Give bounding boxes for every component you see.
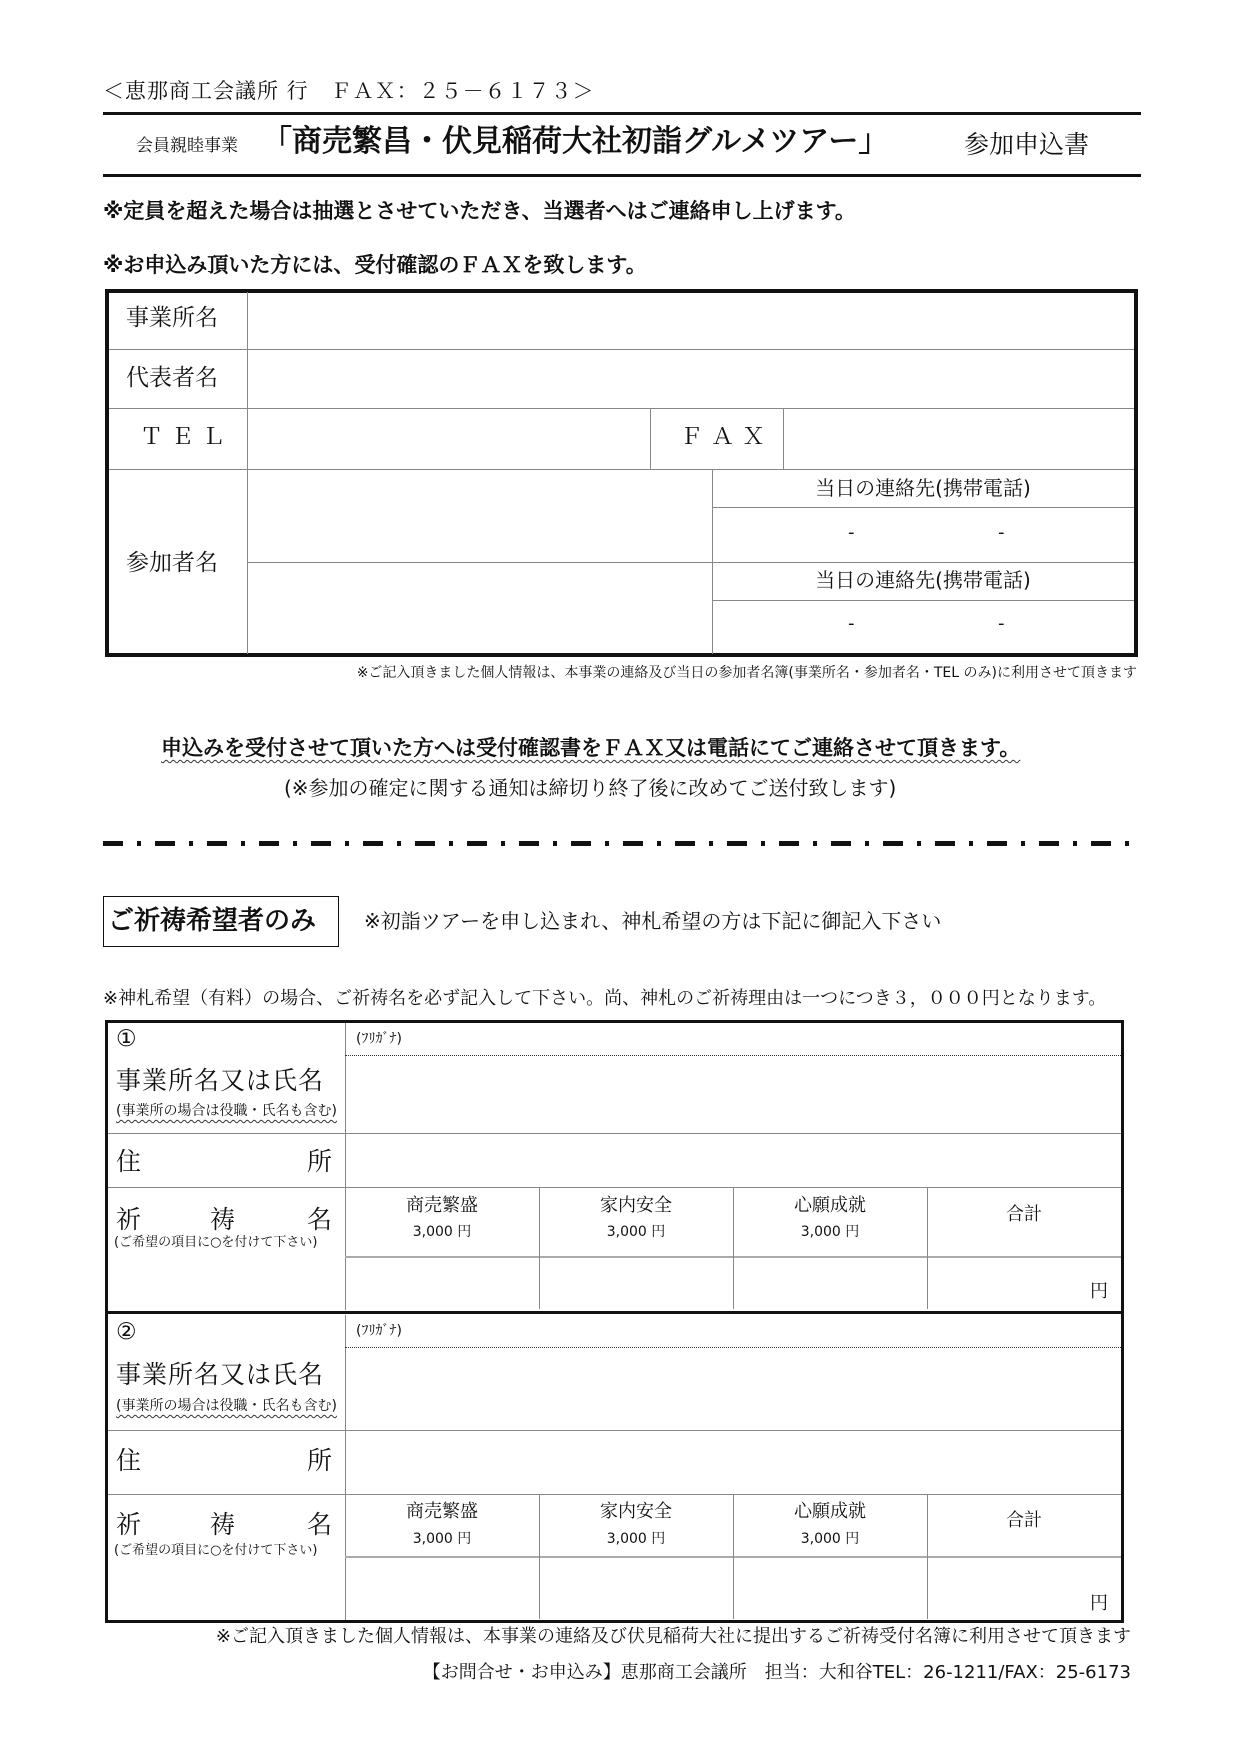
divider	[108, 1494, 1121, 1495]
option-checkbox[interactable]	[540, 1258, 733, 1309]
prayer-label: 祈	[116, 1205, 142, 1234]
phone-separator: -	[848, 522, 855, 543]
prayer-hint: (ご希望の項目に○を付けて下さい)	[114, 1543, 318, 1558]
option-checkbox[interactable]	[734, 1258, 927, 1309]
furigana-field[interactable]	[346, 1315, 1121, 1347]
business-name-field[interactable]	[248, 293, 1134, 349]
prayer-label: 祈	[116, 1510, 142, 1539]
phone-separator: -	[998, 522, 1005, 543]
title-prefix: 会員親睦事業	[136, 136, 238, 156]
label-fax: ＦＡＸ	[680, 424, 773, 450]
name-label: 事業所名又は氏名	[116, 1066, 325, 1095]
label-tel: ＴＥＬ	[140, 424, 233, 450]
total-label: 合計	[1006, 1204, 1042, 1225]
option-price: 3,000 円	[412, 1224, 472, 1240]
contact-label-2: 当日の連絡先(携帯電話)	[815, 568, 1031, 592]
prayer-label: 祷	[210, 1205, 236, 1234]
header-rule-top	[103, 112, 1141, 115]
contact-1-field[interactable]	[713, 508, 1134, 562]
name-hint: (事業所の場合は役職・氏名も含む)	[116, 1103, 337, 1119]
address-field[interactable]	[346, 1431, 1121, 1494]
option-checkbox[interactable]	[734, 1558, 927, 1619]
furigana-label: (ﾌﾘｶﾞﾅ)	[356, 1031, 402, 1047]
divider	[650, 408, 651, 469]
phone-separator: -	[998, 613, 1005, 634]
fax-destination: ＜恵那商工会議所 行 ＦＡＸ：２５－６１７３＞	[103, 79, 595, 103]
option-checkbox[interactable]	[346, 1258, 539, 1309]
name-field[interactable]	[346, 1348, 1121, 1430]
address-label: 所	[307, 1446, 333, 1475]
prayer-section-label-box	[103, 896, 339, 947]
prayer-label: 名	[307, 1510, 333, 1539]
option-checkbox[interactable]	[346, 1558, 539, 1619]
footer-contact: 【お問合せ・お申込み】恵那商工会議所 担当：大和谷TEL：26-1211/FAX：25-6173	[422, 1662, 1131, 1683]
option-price: 3,000 円	[606, 1224, 666, 1240]
title-suffix: 参加申込書	[964, 130, 1090, 159]
prayer-label: 名	[307, 1205, 333, 1234]
entry-number: ①	[116, 1026, 137, 1052]
option-name: 商売繁盛	[406, 1501, 478, 1522]
option-price: 3,000 円	[412, 1531, 472, 1547]
phone-separator: -	[848, 613, 855, 634]
label-business-name: 事業所名	[126, 305, 218, 331]
privacy-note: ※ご記入頂きました個人情報は、本事業の連絡及び当日の参加者名簿(事業所名・参加者名・TEL のみ)に利用させて頂きます	[356, 665, 1137, 681]
fax-field[interactable]	[784, 409, 1134, 469]
name-field[interactable]	[346, 1056, 1121, 1133]
prayer-fee-note: ※神札希望（有料）の場合、ご祈祷名を必ず記入して下さい。尚、神札のご祈祷理由は一つにつき３，０００円となります。	[103, 988, 1107, 1009]
address-label: 住	[116, 1147, 142, 1176]
header-rule-bottom	[103, 174, 1141, 177]
address-label: 所	[307, 1147, 333, 1176]
option-name: 家内安全	[600, 1195, 672, 1216]
address-field[interactable]	[346, 1134, 1121, 1187]
contact-2-field[interactable]	[713, 601, 1134, 654]
total-unit: 円	[1090, 1281, 1108, 1302]
option-price: 3,000 円	[800, 1531, 860, 1547]
option-price: 3,000 円	[800, 1224, 860, 1240]
prayer-entry	[0, 1312, 1241, 1622]
name-label: 事業所名又は氏名	[116, 1360, 325, 1389]
prayer-label: 祷	[210, 1510, 236, 1539]
tel-field[interactable]	[248, 409, 650, 469]
option-name: 家内安全	[600, 1501, 672, 1522]
entry-number: ②	[116, 1319, 137, 1345]
prayer-privacy-note: ※ご記入頂きました個人情報は、本事業の連絡及び伏見稲荷大社に提出するご祈祷受付名簿に利用させて頂きます	[215, 1626, 1131, 1647]
notice-lottery: ※定員を超えた場合は抽選とさせていただき、当選者へはご連絡申し上げます。	[103, 199, 856, 223]
furigana-field[interactable]	[346, 1023, 1121, 1055]
option-price: 3,000 円	[606, 1531, 666, 1547]
participant-2-field[interactable]	[248, 563, 712, 654]
participant-1-field[interactable]	[248, 470, 712, 562]
prayer-intro: ※初詣ツアーを申し込まれ、神札希望の方は下記に御記入下さい	[364, 909, 942, 933]
representative-field[interactable]	[248, 350, 1134, 408]
confirmation-notice: 申込みを受付させて頂いた方へは受付確認書をＦＡＸ又は電話にてご連絡させて頂きます。	[161, 736, 1021, 760]
contact-label-1: 当日の連絡先(携帯電話)	[815, 476, 1031, 500]
name-hint: (事業所の場合は役職・氏名も含む)	[116, 1398, 337, 1414]
cut-line	[103, 841, 1143, 846]
page-title: 「商売繁昌・伏見稲荷大社初詣グルメツアー」	[262, 124, 889, 159]
label-representative: 代表者名	[126, 365, 218, 391]
prayer-entry	[0, 1020, 1241, 1312]
furigana-label: (ﾌﾘｶﾞﾅ)	[356, 1323, 402, 1339]
prayer-section-label: ご祈祷希望者のみ	[108, 906, 317, 936]
option-name: 心願成就	[794, 1195, 866, 1216]
confirmation-subnote: (※参加の確定に関する通知は締切り終了後に改めてご送付致します)	[284, 776, 897, 800]
notice-fax-confirmation: ※お申込み頂いた方には、受付確認のＦＡＸを致します。	[103, 253, 647, 277]
divider	[108, 1187, 1121, 1188]
option-name: 心願成就	[794, 1501, 866, 1522]
option-checkbox[interactable]	[540, 1558, 733, 1619]
total-unit: 円	[1090, 1593, 1108, 1614]
option-name: 商売繁盛	[406, 1195, 478, 1216]
address-label: 住	[116, 1446, 142, 1475]
label-participants: 参加者名	[126, 550, 218, 576]
prayer-hint: (ご希望の項目に○を付けて下さい)	[114, 1235, 318, 1250]
total-label: 合計	[1006, 1510, 1042, 1531]
